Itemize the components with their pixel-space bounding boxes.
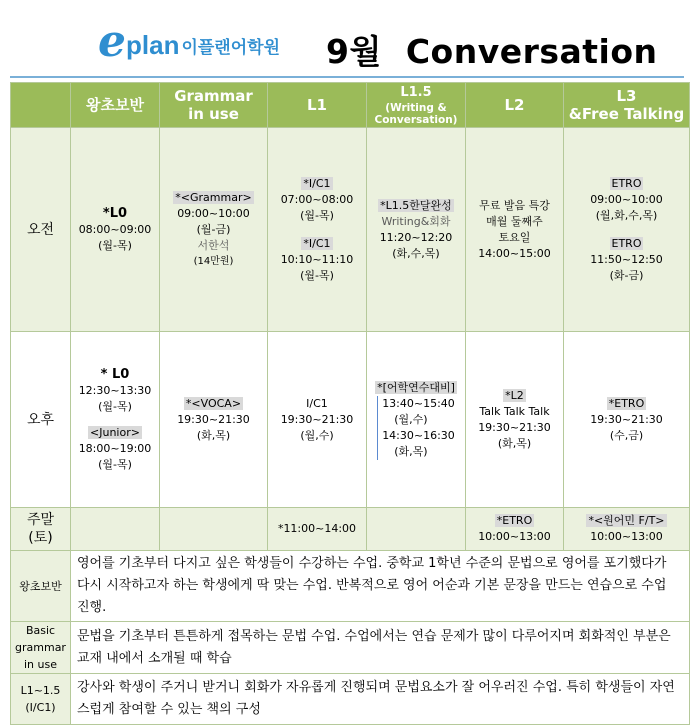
col-header-l15: L1.5 (Writing & Conversation) (367, 83, 466, 128)
col-header-l1: L1 (268, 83, 367, 128)
col-header-l2: L2 (466, 83, 564, 128)
cell-pm-l3: *ETRO 19:30~21:30 (수,금) (564, 332, 690, 508)
desc-text: 문법을 기초부터 튼튼하게 접목하는 문법 수업. 수업에서는 연습 문제가 많이 다루어지며 회화적인 부분은 교재 내에서 소개될 때 학습 (71, 622, 690, 674)
row-label-weekend: 주말 (토) (11, 508, 71, 551)
col-header-grammar: Grammar in use (160, 83, 268, 128)
cell-pm-beginner: * L0 12:30~13:30 (월-목) <Junior> 18:00~19:00 (월-목) (71, 332, 160, 508)
logo-korean: 이플랜어학원 (181, 38, 280, 58)
cell-pm-l1: I/C1 19:30~21:30 (월,수) (268, 332, 367, 508)
corner-cell (11, 83, 71, 128)
cell-am-beginner: *L0 08:00~09:00 (월-목) (71, 128, 160, 332)
col-header-l3: L3 &Free Talking (564, 83, 690, 128)
cell-am-l3: ETRO 09:00~10:00 (월,화,수,목) ETRO 11:50~12:50 (화-금) (564, 128, 690, 332)
cell-wk-l3: *<원어민 F/T> 10:00~13:00 (564, 508, 690, 551)
cell-wk-l1: *11:00~14:00 (268, 508, 367, 551)
cell-am-l15: *L1.5한달완성 Writing&회화 11:20~12:20 (화,수,목) (367, 128, 466, 332)
cell-am-grammar: *<Grammar> 09:00~10:00 (월-금) 서한석 (14만원) (160, 128, 268, 332)
logo-plan: plan (126, 30, 180, 60)
afternoon-row (11, 332, 690, 508)
cell-wk-grammar (160, 508, 268, 551)
schedule-table (10, 82, 690, 725)
cell-wk-l2: *ETRO 10:00~13:00 (466, 508, 564, 551)
col-header-beginner: 왕초보반 (71, 83, 160, 128)
header-divider (10, 76, 684, 78)
cell-am-l2: 무료 발음 특강 매월 둘째주 토요일 14:00~15:00 (466, 128, 564, 332)
weekend-row (11, 508, 690, 551)
cell-pm-l2: *L2 Talk Talk Talk 19:30~21:30 (화,목) (466, 332, 564, 508)
cell-wk-beginner (71, 508, 160, 551)
row-label-morning: 오전 (11, 128, 71, 332)
cell-am-l1: *I/C1 07:00~08:00 (월-목) *I/C1 10:10~11:10 (월-목) (268, 128, 367, 332)
desc-row-l1 (11, 674, 690, 725)
desc-text: 강사와 학생이 주거니 받거니 회화가 자유롭게 진행되며 문법요소가 잘 어우러진 수업. 특히 학생들이 자연스럽게 참여할 수 있는 책의 구성 (71, 674, 690, 725)
academy-logo (98, 16, 280, 67)
morning-row (11, 128, 690, 332)
desc-label: L1~1.5 (I/C1) (11, 674, 71, 725)
page-header (0, 0, 694, 78)
logo-e: e (98, 16, 126, 67)
desc-label: Basic grammar in use (11, 622, 71, 674)
header-row (11, 83, 690, 128)
desc-row-grammar (11, 622, 690, 674)
row-label-afternoon: 오후 (11, 332, 71, 508)
desc-row-beginner (11, 551, 690, 622)
cell-wk-l15 (367, 508, 466, 551)
time-bracket: 13:40~15:40 (월,수) 14:30~16:30 (화,목) (377, 396, 455, 460)
cell-pm-grammar: *<VOCA> 19:30~21:30 (화,목) (160, 332, 268, 508)
page-title: 9월 Conversation (326, 32, 658, 71)
cell-pm-l15: *[어학연수대비] 13:40~15:40 (월,수) 14:30~16:30 (화,목) (367, 332, 466, 508)
desc-label: 왕초보반 (11, 551, 71, 622)
desc-text: 영어를 기초부터 다지고 싶은 학생들이 수강하는 수업. 중학교 1학년 수준의 문법으로 영어를 포기했다가 다시 시작하고자 하는 학생에게 딱 맞는 수업. 반복적으로 영어 어순과 기본 문장을 만드는 연습으로 수업 진행. (71, 551, 690, 622)
